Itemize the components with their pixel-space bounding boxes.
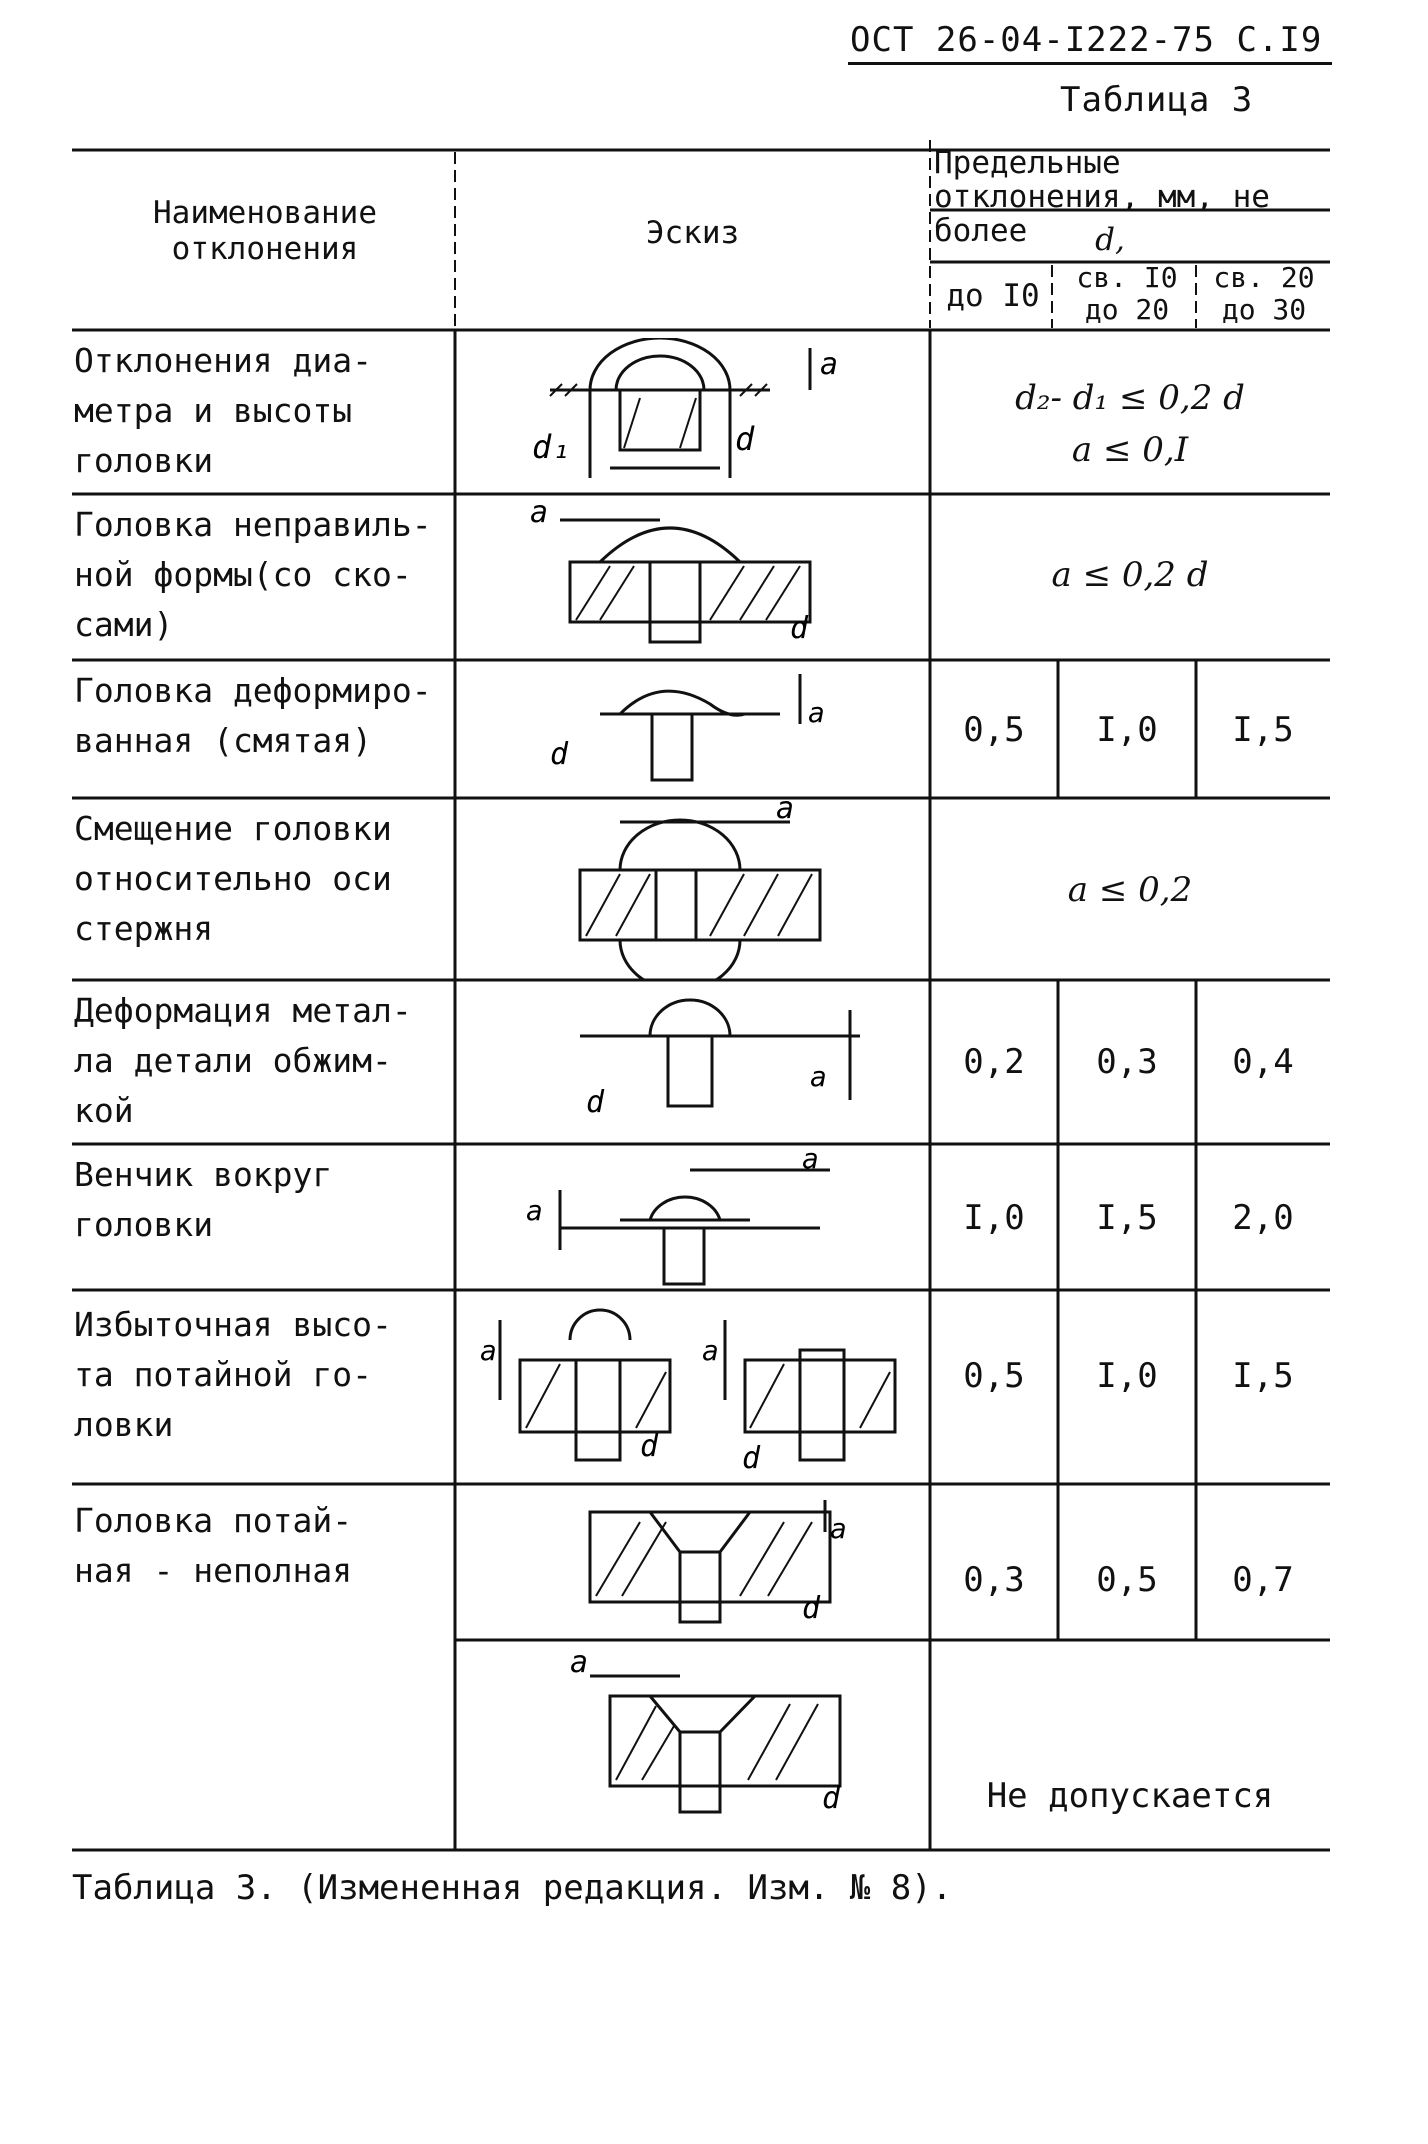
label-a: a: [820, 347, 839, 382]
col-header-sketch: Эскиз: [645, 215, 740, 251]
table-footnote: Таблица 3. (Измененная редакция. Изм. № 8).: [72, 1868, 953, 1908]
row-6-val-1: I,0: [963, 1198, 1025, 1238]
col-header-sub-2: св. I0 до 20: [1076, 261, 1178, 326]
sketch-incomplete-countersunk: [570, 1492, 870, 1632]
row-7-val-2: I,0: [1096, 1356, 1158, 1396]
row-name-line: Смещение головки: [74, 809, 392, 848]
row-value-line: a ≤ 0,I: [1071, 430, 1189, 470]
row-3-val-3: I,5: [1232, 710, 1294, 750]
row-7-val-1: 0,5: [963, 1356, 1025, 1396]
label-a: a: [808, 696, 825, 729]
row-3-val-1: 0,5: [963, 710, 1025, 750]
row-name-2: [74, 500, 432, 650]
row-name-line: ной формы(со ско-: [74, 555, 412, 594]
sketch-irregular-head: [520, 500, 860, 650]
row-6-val-3: 2,0: [1232, 1198, 1294, 1238]
row-name-line: Отклонения диа-: [74, 341, 373, 380]
label-d: d: [586, 1085, 605, 1120]
row-name-line: ловки: [74, 1405, 174, 1444]
row-name-3: [74, 666, 432, 766]
row-name-7: [74, 1300, 392, 1450]
row-name-line: Деформация метал-: [74, 991, 412, 1030]
sketch-collar: [520, 1150, 850, 1290]
row-8-val-1: 0,3: [963, 1560, 1025, 1600]
document-code: ОСТ 26-04-I222-75 С.I9: [850, 20, 1323, 60]
row-name-line: Избыточная высо-: [74, 1305, 392, 1344]
label-d: d: [790, 611, 809, 646]
row-name-line: относительно оси: [74, 859, 392, 898]
row-name-line: головки: [74, 441, 214, 480]
label-a: a: [526, 1194, 543, 1227]
table-number: Таблица 3: [1060, 80, 1254, 120]
label-a: a: [830, 1512, 847, 1545]
row-7-val-3: I,5: [1232, 1356, 1294, 1396]
col-header-sub-3: св. 20 до 30: [1213, 261, 1315, 326]
row-8-val-2: 0,5: [1096, 1560, 1158, 1600]
col-header-sub-1: до I0: [946, 278, 1040, 314]
label-d: d: [742, 1441, 761, 1476]
sketch-excess-height: [480, 1300, 900, 1480]
row-name-line: сами): [74, 605, 174, 644]
sketch-head-offset: [560, 800, 860, 980]
row-name-line: Головка неправиль-: [74, 505, 432, 544]
row-name-8: [74, 1496, 352, 1596]
row-name-line: ванная (смятая): [74, 721, 373, 760]
row-name-line: стержня: [74, 909, 214, 948]
label-d1: d₁: [532, 428, 571, 466]
sketch-head-diameter: [520, 338, 860, 490]
label-a: a: [810, 1060, 827, 1093]
row-value-1: [930, 372, 1330, 476]
sketch-deformed-head: [540, 664, 840, 794]
row-name-line: Головка деформиро-: [74, 671, 432, 710]
row-name-line: Головка потай-: [74, 1501, 353, 1540]
row-5-val-1: 0,2: [963, 1042, 1025, 1082]
row-name-line: та потайной го-: [74, 1355, 373, 1394]
row-6-val-2: I,5: [1096, 1198, 1158, 1238]
label-a: a: [480, 1334, 497, 1367]
row-name-1: [74, 336, 372, 486]
label-a: a: [776, 800, 795, 826]
row-5-val-2: 0,3: [1096, 1042, 1158, 1082]
col-header-limits: Предельные отклонения, мм, не более: [934, 145, 1270, 249]
row-8-val-extra: Не допускается: [986, 1776, 1274, 1816]
row-3-val-2: I,0: [1096, 710, 1158, 750]
sketch-incomplete-countersunk-2: [570, 1646, 870, 1836]
row-name-line: метра и высоты: [74, 391, 353, 430]
row-5-val-3: 0,4: [1232, 1042, 1294, 1082]
row-value-2: a ≤ 0,2 d: [1051, 555, 1209, 595]
sketch-metal-deformation: [560, 990, 890, 1130]
row-name-4: [74, 804, 392, 954]
col-header-d: d,: [1095, 222, 1125, 258]
label-a: a: [570, 1646, 589, 1680]
row-name-line: Венчик вокруг: [74, 1155, 333, 1194]
col-header-name: Наименование отклонения: [153, 195, 377, 267]
label-d: d: [735, 420, 755, 458]
row-8-val-3: 0,7: [1232, 1560, 1294, 1600]
row-name-line: ная - неполная: [74, 1551, 353, 1590]
row-name-line: ла детали обжим-: [74, 1041, 392, 1080]
row-name-5: [74, 986, 412, 1136]
row-value-line: d₂- d₁ ≤ 0,2 d: [1015, 378, 1245, 418]
label-a: a: [802, 1150, 819, 1175]
row-name-line: головки: [74, 1205, 214, 1244]
label-a: a: [530, 500, 549, 530]
label-d: d: [822, 1781, 841, 1816]
row-name-line: кой: [74, 1091, 134, 1130]
label-d: d: [802, 1591, 821, 1626]
label-d: d: [550, 737, 569, 772]
label-d: d: [640, 1429, 659, 1464]
row-value-4: a ≤ 0,2: [1067, 870, 1193, 910]
row-name-6: [74, 1150, 332, 1250]
label-a: a: [702, 1334, 719, 1367]
